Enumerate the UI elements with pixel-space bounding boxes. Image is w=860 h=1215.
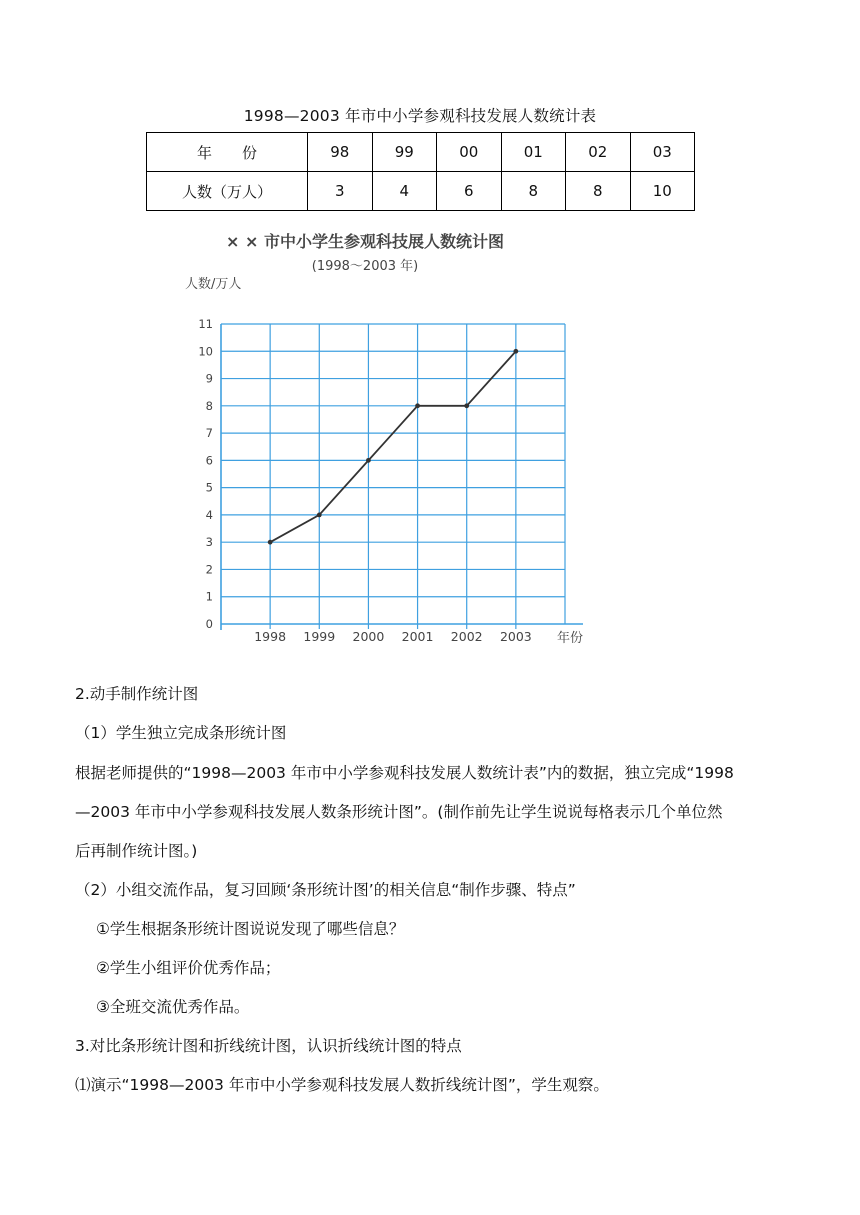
y-tick-label: 6 bbox=[205, 453, 213, 468]
y-tick-label: 2 bbox=[205, 562, 213, 577]
table-cell: 02 bbox=[566, 133, 631, 172]
chart-subtitle: (1998～2003 年) bbox=[311, 259, 419, 274]
paragraph-line: 根据老师提供的“1998—2003 年市中小学参观科技发展人数统计表”内的数据，独立完成“1998 bbox=[75, 764, 734, 782]
y-tick-label: 10 bbox=[198, 344, 213, 359]
y-tick-label: 11 bbox=[198, 317, 213, 331]
table-header-count: 人数（万人） bbox=[147, 172, 308, 211]
y-tick-label: 1 bbox=[205, 589, 213, 604]
table-cell: 03 bbox=[630, 133, 695, 172]
paragraph-line: 后再制作统计图。) bbox=[75, 842, 198, 860]
table-row-count bbox=[147, 172, 695, 211]
table-cell: 98 bbox=[308, 133, 373, 172]
table-cell: 01 bbox=[501, 133, 566, 172]
x-tick-label: 2001 bbox=[401, 629, 434, 644]
section-2-heading: 2.动手制作统计图 bbox=[75, 685, 199, 703]
series-line bbox=[270, 351, 516, 542]
table-header-year: 年 份 bbox=[147, 133, 308, 172]
y-tick-label: 0 bbox=[205, 617, 213, 631]
data-point bbox=[513, 349, 518, 354]
x-tick-label: 2003 bbox=[499, 629, 532, 644]
table-cell: 6 bbox=[437, 172, 502, 211]
list-item: ①学生根据条形统计图说说发现了哪些信息？ bbox=[96, 920, 405, 938]
table-cell: 3 bbox=[308, 172, 373, 211]
step-2: （2）小组交流作品，复习回顾‘条形统计图’的相关信息“制作步骤、特点” bbox=[75, 881, 576, 899]
data-point bbox=[268, 540, 273, 545]
list-item: ②学生小组评价优秀作品； bbox=[96, 959, 281, 977]
y-tick-label: 4 bbox=[205, 507, 213, 522]
x-tick-label: 2000 bbox=[352, 629, 385, 644]
data-point bbox=[317, 513, 322, 518]
y-tick-label: 8 bbox=[205, 398, 213, 413]
paragraph-line: —2003 年市中小学参观科技发展人数条形统计图”。(制作前先让学生说说每格表示几个单位然 bbox=[75, 803, 723, 821]
x-tick-label: 2002 bbox=[450, 629, 483, 644]
table-cell: 99 bbox=[372, 133, 437, 172]
step-1: （1）学生独立完成条形统计图 bbox=[75, 724, 287, 742]
table-cell: 8 bbox=[566, 172, 631, 211]
table-title: 1998—2003 年市中小学参观科技发展人数统计表 bbox=[243, 107, 597, 125]
demo-instruction: ⑴演示“1998—2003 年市中小学参观科技发展人数折线统计图”，学生观察。 bbox=[75, 1076, 609, 1094]
y-tick-label: 5 bbox=[205, 480, 213, 495]
y-axis-label: 人数/万人 bbox=[185, 277, 242, 292]
y-tick-label: 3 bbox=[205, 535, 213, 550]
line-chart bbox=[175, 226, 595, 646]
x-axis-label: 年份 bbox=[557, 631, 584, 646]
y-tick-label: 7 bbox=[205, 426, 213, 441]
list-item: ③全班交流优秀作品。 bbox=[96, 998, 250, 1016]
y-tick-label: 9 bbox=[205, 371, 213, 386]
statistics-table bbox=[146, 132, 695, 211]
line-chart-svg bbox=[175, 226, 595, 646]
table-cell: 8 bbox=[501, 172, 566, 211]
x-tick-label: 1999 bbox=[303, 629, 336, 644]
chart-title: × × 市中小学生参观科技展人数统计图 bbox=[226, 232, 504, 251]
chart-ticks bbox=[198, 317, 531, 644]
x-tick-label: 1998 bbox=[254, 629, 287, 644]
table-row-year bbox=[147, 133, 695, 172]
data-point bbox=[415, 403, 420, 408]
data-point bbox=[464, 403, 469, 408]
table-cell: 10 bbox=[630, 172, 695, 211]
table-cell: 00 bbox=[437, 133, 502, 172]
data-point bbox=[366, 458, 371, 463]
section-3-heading: 3.对比条形统计图和折线统计图，认识折线统计图的特点 bbox=[75, 1037, 462, 1055]
table-cell: 4 bbox=[372, 172, 437, 211]
chart-grid bbox=[221, 324, 583, 630]
